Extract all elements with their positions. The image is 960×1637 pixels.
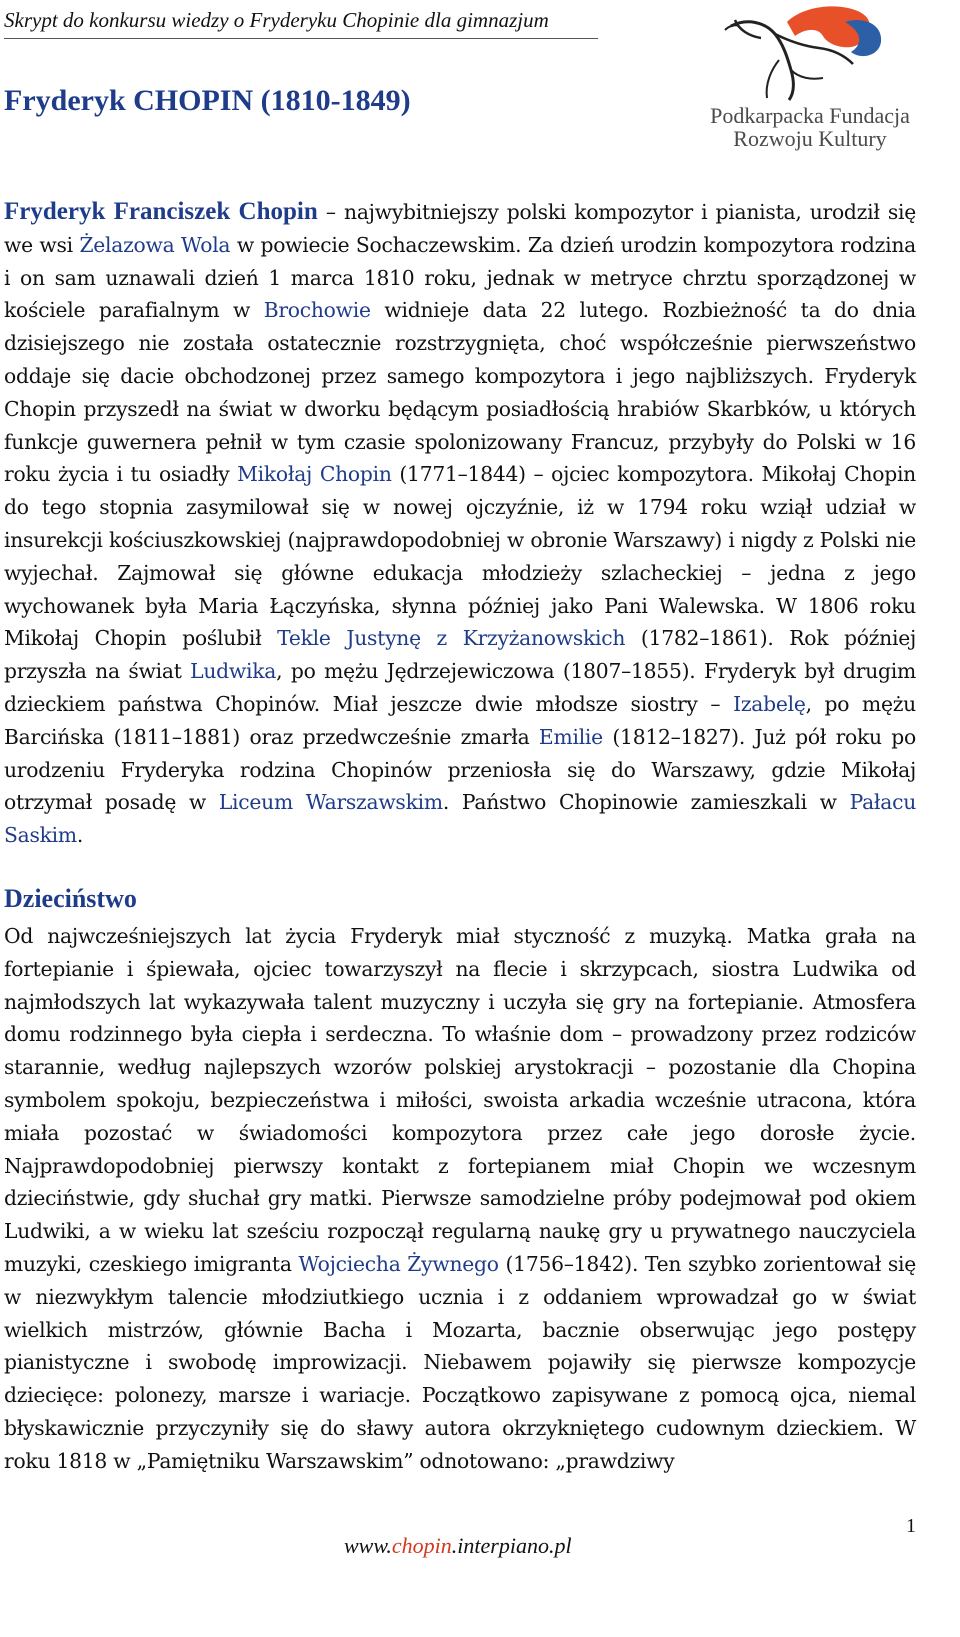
link-zelazowa-wola[interactable]: Żelazowa Wola [79, 232, 231, 257]
link-ludwika[interactable]: Ludwika [190, 659, 277, 684]
lead-name: Fryderyk Franciszek Chopin [4, 198, 318, 225]
intro-text: – najwybitniejszy polski kompozytor i pianista, urodził się we wsi [4, 200, 917, 257]
header-rule [4, 38, 598, 39]
link-emilia[interactable]: Emilie [538, 724, 603, 749]
intro-text: widnieje data 22 lutego. Rozbieżność ta do dnia dzisiejszego nie została ostatecznie rozstrzygnięta, choć współcześnie pierwszeństwo oddaje się dacie obchodzonej przez samego kompozytora i jego najbliższych. Fryderyk Chopin przyszedł na świat w dworku będącym posiadłością hrabiów Skarbków, u których funkcje guwernera pełnił w tym czasie spolonizowany Francuz, przybyły do Polski w 16 roku życia i tu osiadły [4, 298, 916, 487]
intro-text: . [76, 823, 84, 848]
link-izabela[interactable]: Izabelę [733, 691, 806, 716]
footer-url[interactable] [344, 1533, 572, 1559]
childhood-text: Od najwcześniejszych lat życia Fryderyk miał styczność z muzyką. Matka grała na fortepianie i śpiewała, ojciec towarzyszył na flecie i skrzypcach, siostra Ludwika od najmłodszych lat wykazywała talent muzyczny i uczyła się gry na fortepianie. Atmosfera domu rodzinnego była ciepła i serdeczna. To właśnie dom – prowadzony przez rodziców starannie, według najlepszych wzorów polskiej arystokracji – pozostanie dla Chopina symbolem spokoju, bezpieczeństwa i miłości, swoista arkadia wcześnie utracona, która miała pozostać w świadomości kompozytora przez całe jego dorosłe życie. Najprawdopodobniej pierwszy kontakt z fortepianem miał Chopin we wczesnym dzieciństwie, gdy słuchał gry matki. Pierwsze samodzielne próby podejmował pod okiem Ludwiki, a w wieku lat sześciu rozpoczął regularną naukę gry u prywatnego nauczyciela muzyki, czeskiego imigranta [4, 924, 916, 1276]
intro-paragraph [4, 196, 916, 852]
page-title: Fryderyk CHOPIN (1810-1849) [4, 84, 411, 117]
footer-url-suffix: .interpiano.pl [451, 1533, 572, 1558]
logo-text [700, 104, 920, 150]
horse-logo-icon [695, 0, 935, 105]
link-liceum-warszawskie[interactable]: Liceum Warszawskim [218, 790, 443, 815]
intro-text: , po mężu Jędrzejewiczowa (1807–1855). Fryderyk był drugim dzieckiem państwa Chopinów. Miał jeszcze dwie młodsze siostry – [4, 659, 917, 716]
link-mikolaj-chopin[interactable]: Mikołaj Chopin [237, 462, 392, 487]
childhood-text: (1756–1842). Ten szybko zorientował się w niezwykłym talencie młodziutkiego ucznia i z oddaniem wprowadzał go w świat wielkich mistrzów, głównie Bacha i Mozarta, bacznie obserwując jego postępy pianistyczne i swobodę improwizacji. Niebawem pojawiły się pierwsze kompozycje dziecięce: polonezy, marsze i wariacje. Początkowo zapisywane z pomocą ojca, niemal błyskawicznie przyczyniły się do sławy autora okrzykniętego cudownym dzieckiem. W roku 1818 w „Pamiętniku Warszawskim” odnotowano: „prawdziwy [4, 1251, 916, 1473]
link-tekla-justyna[interactable]: Tekle Justynę z Krzyżanowskich [277, 626, 626, 651]
intro-text: (1782–1861). Rok później przyszła na świat [4, 626, 916, 684]
intro-text: . Państwo Chopinowie zamieszkali w [442, 790, 850, 815]
page-number: 1 [906, 1515, 916, 1537]
link-wojciech-zywny[interactable]: Wojciecha Żywnego [298, 1251, 499, 1276]
logo-line-1: Podkarpacka Fundacja [710, 103, 910, 128]
childhood-paragraph [4, 920, 916, 1478]
link-palac-saski[interactable]: Pałacu Saskim [4, 790, 917, 848]
section-heading: Dzieciństwo [4, 884, 137, 913]
intro-text: w powiecie Sochaczewskim. Za dzień urodzin kompozytora rodzina i on sam uznawali dzień 1 marca 1810 roku, jednak w metryce chrztu sporządzonej w kościele parafialnym w [4, 232, 916, 323]
link-brochow[interactable]: Brochowie [263, 298, 371, 323]
intro-text: (1812–1827). Już pół roku po urodzeniu Fryderyka rodzina Chopinów przeniosła się do Warszawy, gdzie Mikołaj otrzymał posadę w [4, 724, 916, 815]
footer-url-prefix: www. [344, 1533, 392, 1558]
intro-text: (1771–1844) – ojciec kompozytora. Mikołaj Chopin do tego stopnia zasymilował się w nowej ojczyźnie, iż w 1794 roku wziął udział w insurekcji kościuszkowskiej (najprawdopodobniej w obronie Warszawy) i nigdy z Polski nie wyjechał. Zajmował się główne edukacja młodzieży szlacheckiej – jedna z jego wychowanek była Maria Łączyńska, słynna później jako Pani Walewska. W 1806 roku Mikołaj Chopin poślubił [4, 462, 916, 651]
logo-line-2: Rozwoju Kultury [733, 126, 887, 151]
footer-url-accent: chopin [391, 1533, 452, 1558]
running-header: Skrypt do konkursu wiedzy o Fryderyku Chopinie dla gimnazjum [4, 8, 549, 32]
intro-text: , po mężu Barcińska (1811–1881) oraz przedwcześnie zmarła [4, 691, 916, 749]
